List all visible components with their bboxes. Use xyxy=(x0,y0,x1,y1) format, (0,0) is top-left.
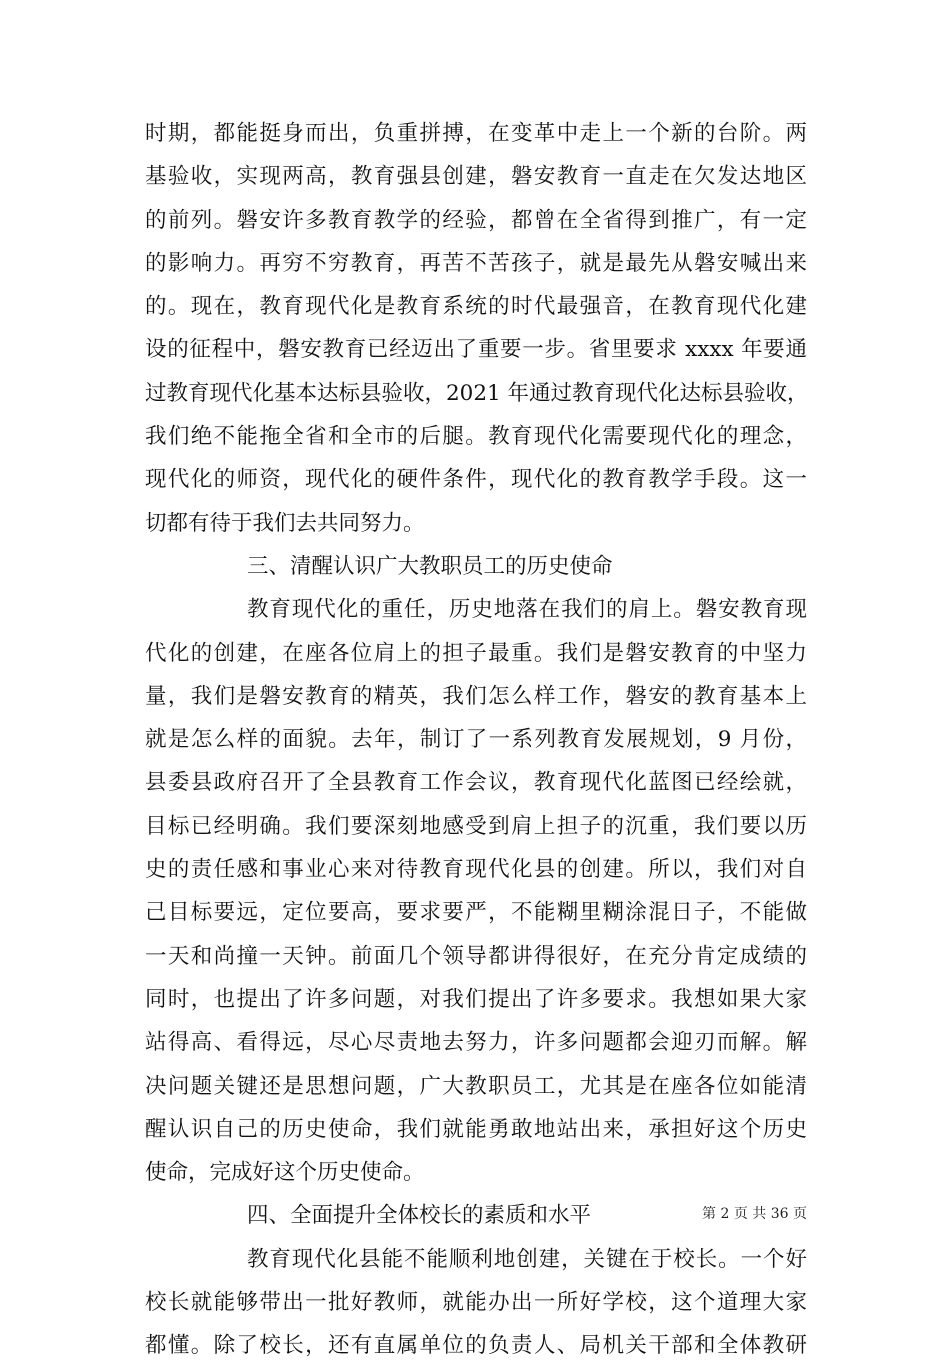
text-line: 决问题关键还是思想问题，广大教职员工，尤其是在座各位如能清 xyxy=(145,1073,807,1099)
text-line: 同时，也提出了许多问题，对我们提出了许多要求。我想如果大家 xyxy=(145,986,807,1012)
text-line: 就是怎么样的面貌。去年，制订了一系列教育发展规划，9 月份， xyxy=(145,727,807,753)
text-line: 的影响力。再穷不穷教育，再苦不苦孩子，就是最先从磐安喊出来 xyxy=(145,250,807,276)
text-line: 基验收，实现两高，教育强县创建，磐安教育一直走在欠发达地区 xyxy=(145,164,807,190)
text-line: 醒认识自己的历史使命，我们就能勇敢地站出来，承担好这个历史 xyxy=(145,1116,807,1142)
text-line: 一天和尚撞一天钟。前面几个领导都讲得很好，在充分肯定成绩的 xyxy=(145,943,807,969)
text-line: 站得高、看得远，尽心尽责地去努力，许多问题都会迎刃而解。解 xyxy=(145,1030,807,1056)
text-line: 时期，都能挺身而出，负重拼搏，在变革中走上一个新的台阶。两 xyxy=(145,121,807,146)
text-line: 县委县政府召开了全县教育工作会议，教育现代化蓝图已经绘就， xyxy=(145,770,807,796)
text-line: 量，我们是磐安教育的精英，我们怎么样工作，磐安的教育基本上 xyxy=(145,683,807,709)
text-line: 校长就能够带出一批好教师，就能办出一所好学校，这个道理大家 xyxy=(145,1290,807,1316)
text-line: 现代化的师资，现代化的硬件条件，现代化的教育教学手段。这一 xyxy=(145,467,807,493)
text-line: 己目标要远，定位要高，要求要严，不能糊里糊涂混日子，不能做 xyxy=(145,900,807,926)
text-line: 代化的创建，在座各位肩上的担子最重。我们是磐安教育的中坚力 xyxy=(145,640,807,666)
text-line: 目标已经明确。我们要深刻地感受到肩上担子的沉重，我们要以历 xyxy=(145,813,807,839)
section-heading: 四、全面提升全体校长的素质和水平 xyxy=(247,1203,592,1229)
text-line: 过教育现代化基本达标县验收，2021 年通过教育现代化达标县验收， xyxy=(145,380,809,406)
text-line: 使命，完成好这个历史使命。 xyxy=(145,1160,425,1186)
text-line: 都懂。除了校长，还有直属单位的负责人、局机关干部和全体教研 xyxy=(145,1333,807,1359)
text-line: 切都有待于我们去共同努力。 xyxy=(145,510,425,536)
text-line: 设的征程中，磐安教育已经迈出了重要一步。省里要求 xxxx 年要通 xyxy=(145,337,807,363)
section-heading: 三、清醒认识广大教职员工的历史使命 xyxy=(247,553,613,579)
text-line: 史的责任感和事业心来对待教育现代化县的创建。所以，我们对自 xyxy=(145,857,807,883)
document-body xyxy=(145,112,807,1368)
text-line: 我们绝不能拖全省和全市的后腿。教育现代化需要现代化的理念， xyxy=(145,424,807,450)
text-line: 的。现在，教育现代化是教育系统的时代最强音，在教育现代化建 xyxy=(145,294,807,320)
text-line: 教育现代化的重任，历史地落在我们的肩上。磐安教育现 xyxy=(247,597,807,623)
page-number-footer: 第 2 页 共 36 页 xyxy=(702,1206,807,1222)
text-line: 教育现代化县能不能顺利地创建，关键在于校长。一个好 xyxy=(247,1246,807,1272)
text-line: 的前列。磐安许多教育教学的经验，都曾在全省得到推广，有一定 xyxy=(145,207,807,233)
